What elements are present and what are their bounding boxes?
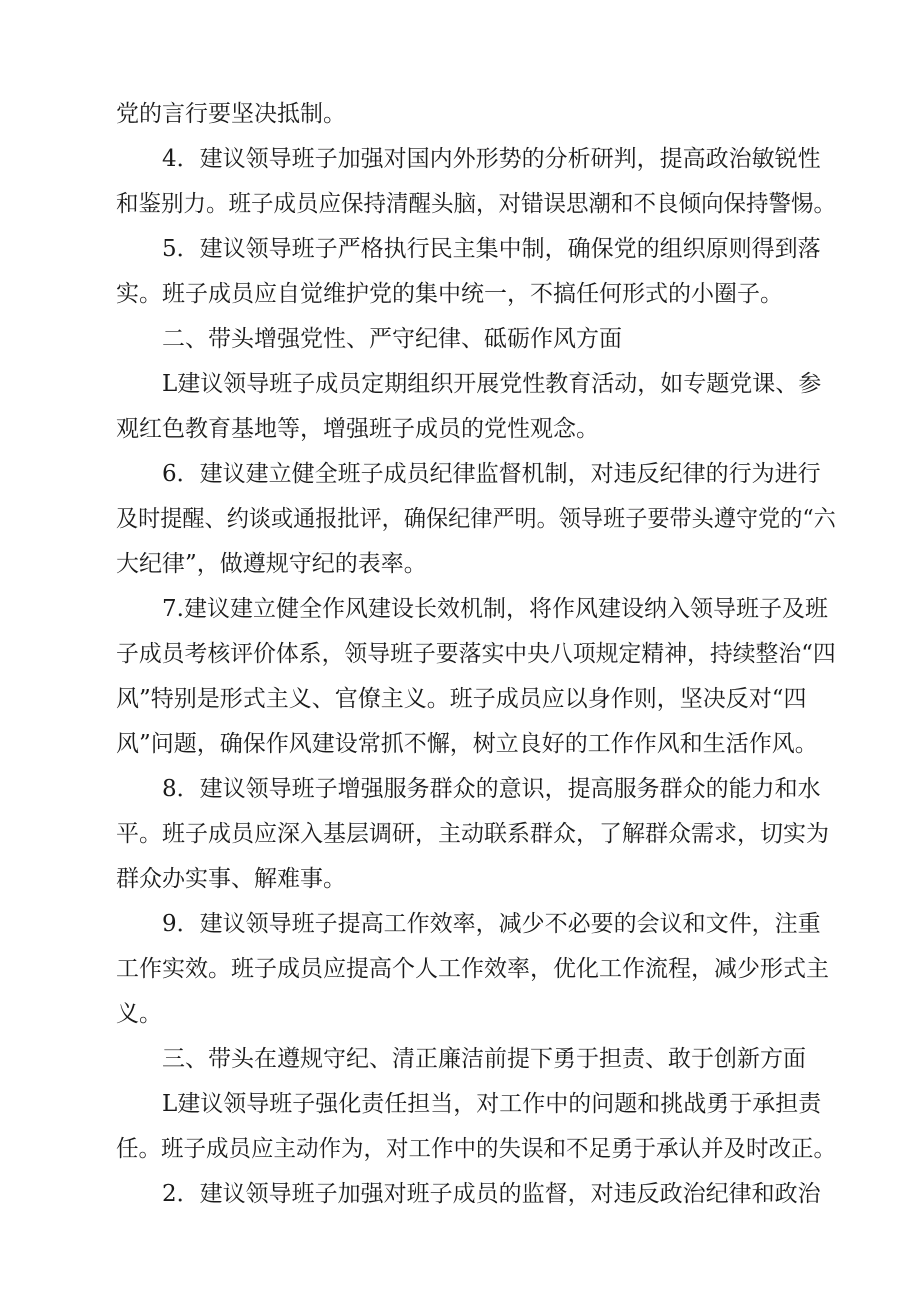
text-line: 5．建议领导班子严格执行民主集中制，确保党的组织原则得到落 bbox=[162, 236, 821, 262]
text-line: 及时提醒、约谈或通报批评，确保纪律严明。领导班子要带头遵守党的“六 bbox=[116, 506, 836, 532]
section-heading: 三、带头在遵规守纪、清正廉洁前提下勇于担责、敢于创新方面 bbox=[162, 1046, 806, 1072]
text-line: 子成员考核评价体系，领导班子要落实中央八项规定精神，持续整治“四 bbox=[116, 641, 836, 667]
text-line: 2．建议领导班子加强对班子成员的监督，对违反政治纪律和政治 bbox=[162, 1181, 821, 1207]
text-line: 7.建议建立健全作风建设长效机制，将作风建设纳入领导班子及班 bbox=[162, 596, 828, 622]
text-line: 9．建议领导班子提高工作效率，减少不必要的会议和文件，注重 bbox=[162, 911, 821, 937]
text-line: 平。班子成员应深入基层调研，主动联系群众，了解群众需求，切实为 bbox=[116, 821, 829, 847]
text-line: 群众办实事、解难事。 bbox=[116, 866, 346, 892]
text-line: 和鉴别力。班子成员应保持清醒头脑，对错误思潮和不良倾向保持警惕。 bbox=[116, 191, 837, 217]
text-line: 任。班子成员应主动作为，对工作中的失误和不足勇于承认并及时改正。 bbox=[116, 1136, 837, 1162]
text-line: 风”特别是形式主义、官僚主义。班子成员应以身作则，坚决反对“四 bbox=[116, 686, 807, 712]
text-line: 8．建议领导班子增强服务群众的意识，提高服务群众的能力和水 bbox=[162, 776, 821, 802]
text-line: 4．建议领导班子加强对国内外形势的分析研判，提高政治敏锐性 bbox=[162, 146, 821, 172]
text-line: L建议领导班子强化责任担当，对工作中的问题和挑战勇于承担责 bbox=[162, 1091, 822, 1117]
text-line: 义。 bbox=[116, 1001, 162, 1027]
text-line: 6．建议建立健全班子成员纪律监督机制，对违反纪律的行为进行 bbox=[162, 461, 821, 487]
section-heading: 二、带头增强党性、严守纪律、砥砺作风方面 bbox=[162, 326, 622, 352]
text-line: 观红色教育基地等，增强班子成员的党性观念。 bbox=[116, 416, 599, 442]
text-line: 党的言行要坚决抵制。 bbox=[116, 101, 346, 127]
document-body bbox=[116, 92, 836, 1217]
text-line: 大纪律”，做遵规守纪的表率。 bbox=[116, 551, 427, 577]
text-line: 实。班子成员应自觉维护党的集中统一，不搞任何形式的小圈子。 bbox=[116, 281, 783, 307]
text-line: 工作实效。班子成员应提高个人工作效率，优化工作流程，减少形式主 bbox=[116, 956, 829, 982]
text-line: L建议领导班子成员定期组织开展党性教育活动，如专题党课、参 bbox=[162, 371, 822, 397]
text-line: 风”问题，确保作风建设常抓不懈，树立良好的工作作风和生活作风。 bbox=[116, 731, 818, 757]
